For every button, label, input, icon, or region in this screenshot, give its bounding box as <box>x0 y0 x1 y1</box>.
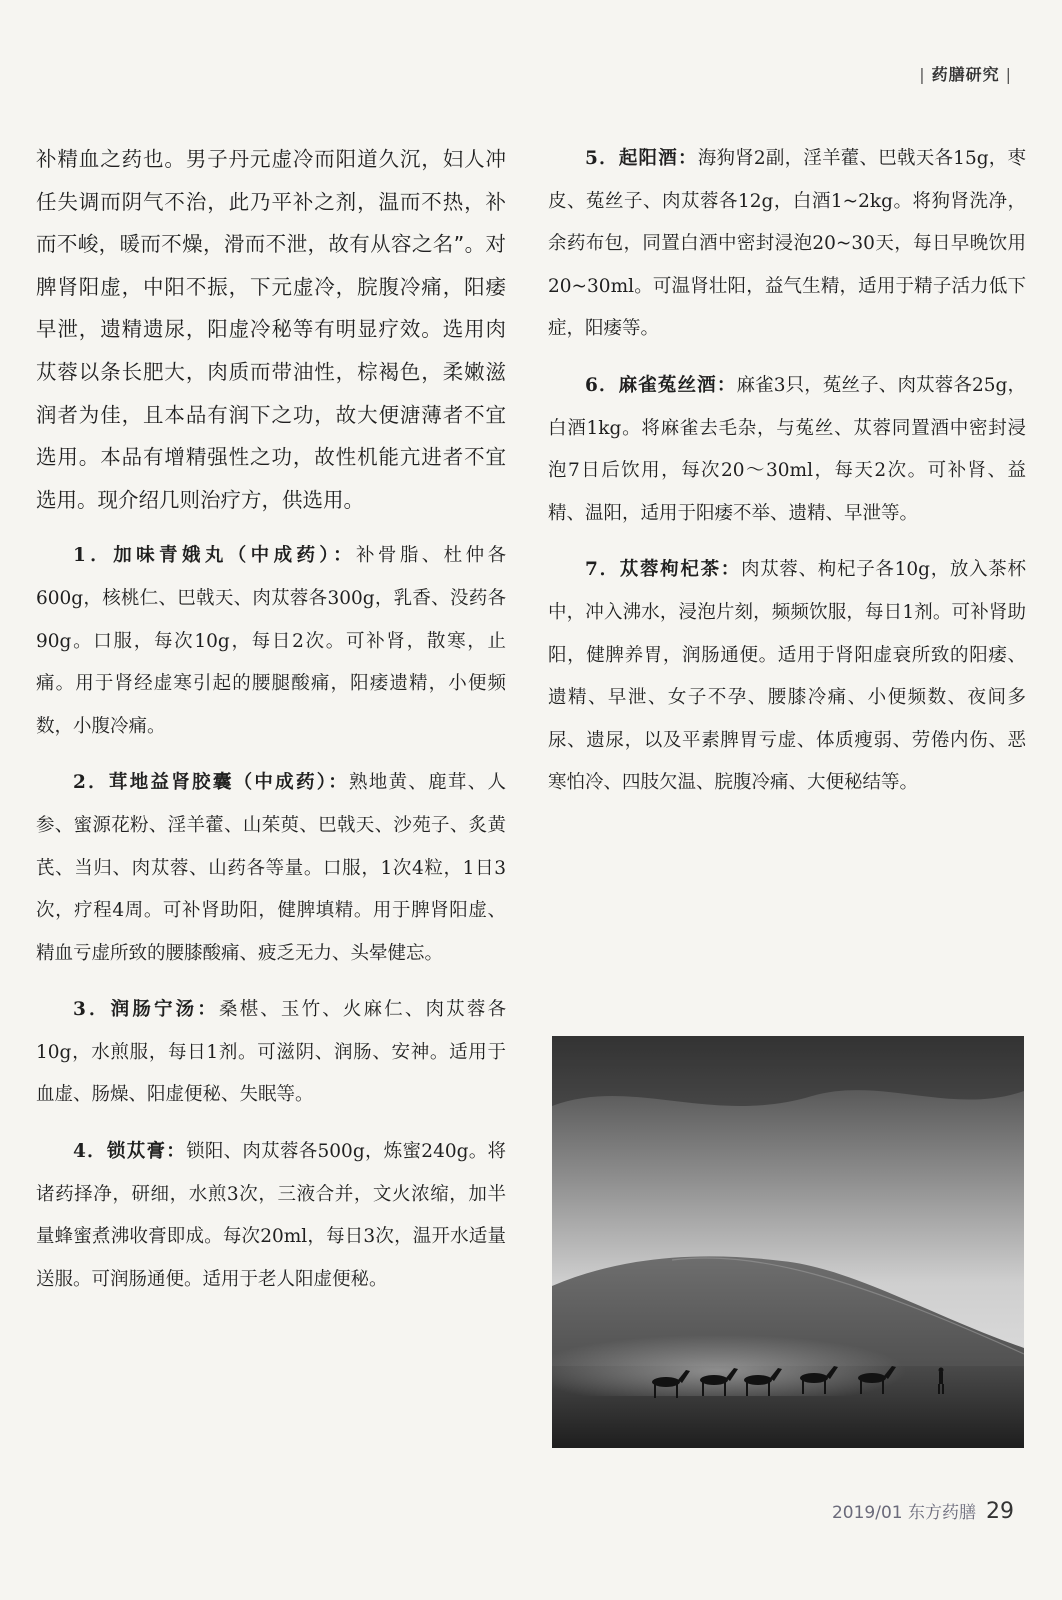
issue-label: 2019/01 东方药膳 <box>831 1503 976 1523</box>
left-column <box>36 138 506 1315</box>
remedy-2 <box>36 762 506 975</box>
remedy-3 <box>36 989 506 1117</box>
remedy-title: 6．麻雀菟丝酒： <box>585 374 737 396</box>
right-column <box>548 138 1026 819</box>
section-tag <box>913 62 1018 85</box>
page-number: 29 <box>986 1499 1014 1524</box>
remedy-body: 锁阳、肉苁蓉各500g，炼蜜240g。将诸药择净，研细，水煎3次，三液合并，文火浓缩，加半量蜂蜜煮沸收膏即成。每次20ml，每日3次，温开水适量送服。可润肠通便。适用于老人阳虚便秘。 <box>36 1141 507 1290</box>
remedy-body: 麻雀3只，菟丝子、肉苁蓉各25g，白酒1kg。将麻雀去毛杂，与菟丝、苁蓉同置酒中密封浸泡7日后饮用，每次20～30ml，每天2次。可补肾、益精、温阳，适用于阳痿不举、遗精、早泄等。 <box>548 374 1026 524</box>
remedy-6 <box>548 365 1026 535</box>
remedy-title: 5．起阳酒： <box>585 148 698 169</box>
remedy-title: 7．苁蓉枸杞茶： <box>585 559 741 581</box>
remedy-body: 桑椹、玉竹、火麻仁、肉苁蓉各10g，水煎服，每日1剂。可滋阴、润肠、安神。适用于血虚、肠燥、阳虚便秘、失眠等。 <box>36 999 506 1106</box>
page-footer <box>832 1498 1014 1524</box>
remedy-5 <box>548 138 1026 351</box>
remedy-body: 补骨脂、杜仲各600g，核桃仁、巴戟天、肉苁蓉各300g，乳香、没药各90g。口服，每次10g，每日2次。可补肾，散寒，止痛。用于肾经虚寒引起的腰腿酸痛，阳痿遗精，小便频数，小腹冷痛。 <box>36 545 506 737</box>
remedy-body: 海狗肾2副，淫羊藿、巴戟天各15g，枣皮、菟丝子、肉苁蓉各12g，白酒1~2kg。将狗肾洗净，余药布包，同置白酒中密封浸泡20~30天，每日早晚饮用20~30ml。可温肾壮阳，益气生精，适用于精子活力低下症，阳痿等。 <box>548 148 1027 340</box>
remedy-body: 熟地黄、鹿茸、人参、蜜源花粉、淫羊藿、山茱萸、巴戟天、沙苑子、炙黄芪、当归、肉苁蓉、山药各等量。口服，1次4粒，1日3次，疗程4周。可补肾助阳，健脾填精。用于脾肾阳虚、精血亏虚所致的腰膝酸痛、疲乏无力、头晕健忘。 <box>36 772 506 964</box>
intro-paragraph: 补精血之药也。男子丹元虚冷而阳道久沉，妇人冲任失调而阴气不治，此乃平补之剂，温而不热，补而不峻，暖而不燥，滑而不泄，故有从容之名”。对脾肾阳虚，中阳不振，下元虚冷，脘腹冷痛，阳痿早泄，遗精遗尿，阳虚冷秘等有明显疗效。选用肉苁蓉以条长肥大，肉质而带油性，棕褐色，柔嫩滋润者为佳，且本品有润下之功，故大便溏薄者不宜选用。本品有增精强性之功，故性机能亢进者不宜选用。现介绍几则治疗方，供选用。 <box>36 147 506 512</box>
remedy-1 <box>36 535 506 748</box>
tag-bar-right: | <box>1005 65 1012 84</box>
remedy-title: 2．茸地益肾胶囊（中成药）： <box>73 772 350 794</box>
remedy-title: 3．润肠宁汤： <box>73 999 219 1021</box>
section-label: 药膳研究 <box>931 65 1000 84</box>
remedy-4 <box>36 1131 506 1301</box>
remedy-title: 4．锁苁膏： <box>73 1141 187 1163</box>
desert-camel-caravan-photo <box>552 1036 1024 1448</box>
remedy-title: 1．加味青娥丸（中成药）： <box>73 545 357 567</box>
tag-bar-left: | <box>919 65 926 84</box>
remedy-body: 肉苁蓉、枸杞子各10g，放入茶杯中，冲入沸水，浸泡片刻，频频饮服，每日1剂。可补肾助阳，健脾养胃，润肠通便。适用于肾阳虚衰所致的阳痿、遗精、早泄、女子不孕、腰膝冷痛、小便频数、夜间多尿、遗尿，以及平素脾胃亏虚、体质瘦弱、劳倦内伤、恶寒怕冷、四肢欠温、脘腹冷痛、大便秘结等。 <box>548 559 1027 794</box>
remedy-7 <box>548 549 1026 805</box>
